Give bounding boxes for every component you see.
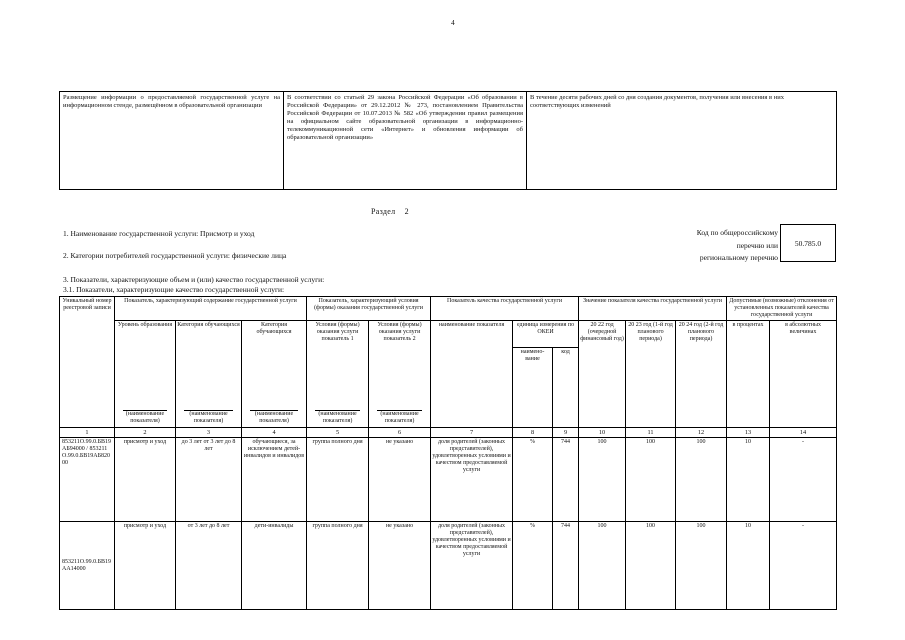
service-name: 1. Наименование государственной услуги: Присмотр и уход [63, 229, 255, 238]
value-2022: 100 [579, 522, 626, 610]
indicator-name: доля родителей (законных представителей), удовлетворенных условиями и качеством предоставляемой услуги [431, 522, 513, 610]
header-category-1: Категория обучающихся (наименование показателя) [176, 321, 242, 428]
param-label: (наименование показателя) [309, 397, 366, 425]
deviation-absolute: - [770, 438, 837, 522]
param-label: (наименование показателя) [244, 397, 304, 425]
col-number: 1 [60, 428, 115, 438]
column-numbers-row [60, 428, 837, 438]
code-label-line: Код по общероссийскому [696, 228, 778, 237]
category-2: обучающиеся, за исключением детей-инвалидов и инвалидов [242, 438, 307, 522]
category-1: до 3 лет от 3 лет до 8 лет [176, 438, 242, 522]
col-number: 14 [770, 428, 837, 438]
form-1: группа полного дня [307, 438, 369, 522]
value-2024: 100 [676, 522, 727, 610]
info-content-cell: В соответствии со статьей 29 закона Российской Федерации «Об образовании в Российской Федерации» от 29.12.2012 № 273, постановлением Правительства Российской Федерации от 10.07.2013 № 582 «Об утверждении правил размещения на официальном сайте образовательной организации в информационно-телекоммуникационной сети «Интернет» и обновления информации об образовательной организации» [284, 92, 527, 190]
section-number: 2 [404, 207, 409, 216]
code-label-line: региональному перечню [699, 253, 778, 262]
unit-name: % [513, 438, 553, 522]
code-label-line: перечню или [736, 240, 778, 250]
col-number: 8 [513, 428, 553, 438]
header-unit: единица измерения по ОКЕИ [513, 321, 579, 348]
info-frequency-cell: В течение десяти рабочих дней со дня создания документов, получения или внесения в них соответствующих изменений [527, 92, 837, 190]
record-id: 853211О.99.0.БВ19АА14000 [60, 522, 115, 610]
header-quality: Показатель качества государственной услуги [431, 297, 579, 321]
deviation-percent: 10 [727, 522, 770, 610]
deviation-percent: 10 [727, 438, 770, 522]
col-number: 12 [676, 428, 727, 438]
header-values: Значение показателя качества государственной услуги [579, 297, 727, 321]
col-number: 2 [115, 428, 176, 438]
indicators-subtitle: 3.1. Показатели, характеризующие качество государственной услуги: [63, 285, 285, 294]
header-row [60, 297, 837, 321]
table-row [60, 92, 837, 190]
page-number: 4 [451, 18, 455, 27]
param-label: (наименование показателя) [178, 397, 239, 425]
col-number: 9 [553, 428, 579, 438]
header-unique-number: Уникальный номер реестровой записи [60, 297, 115, 428]
param-label: (наименование показателя) [117, 397, 173, 425]
value-2023: 100 [626, 522, 676, 610]
quality-indicators-table [59, 296, 837, 610]
col-number: 13 [727, 428, 770, 438]
value-2023: 100 [626, 438, 676, 522]
unit-code: 744 [553, 522, 579, 610]
header-percent: в процентах [727, 321, 770, 428]
form-2: не указано [369, 522, 431, 610]
header-unit-code: код [553, 348, 579, 428]
category-1: от 3 лет до 8 лет [176, 522, 242, 610]
record-id: 853211О.99.0.БВ19АБ94000 / 853211О.99.0.БВ19АБ82000 [60, 438, 115, 522]
code-value-box: 50.785.0 [780, 224, 836, 262]
header-form-2: Условия (формы) оказания услуги показатель 2 (наименование показателя) [369, 321, 431, 428]
col-number: 5 [307, 428, 369, 438]
header-conditions: Показатель, характеризующий условия (формы) оказания государственной услуги [307, 297, 431, 321]
category-2: дети-инвалиды [242, 522, 307, 610]
education-level: присмотр и уход [115, 438, 176, 522]
table-row [60, 438, 837, 522]
col-number: 6 [369, 428, 431, 438]
header-row [60, 321, 837, 348]
form-2: не указано [369, 438, 431, 522]
unit-code: 744 [553, 438, 579, 522]
col-number: 3 [176, 428, 242, 438]
value-2024: 100 [676, 438, 727, 522]
header-form-1: Условия (формы) оказания услуги показатель 1 (наименование показателя) [307, 321, 369, 428]
info-method-cell: Размещение информации о предоставляемой государственной услуге на информационном стенде, размещённом в образовательной организации [60, 92, 284, 190]
education-level: присмотр и уход [115, 522, 176, 610]
col-number: 10 [579, 428, 626, 438]
header-deviation: Допустимые (возможные) отклонения от установленных показателей качества государственной услуги [727, 297, 837, 321]
header-category-2: Категория обучающихся (наименование показателя) [242, 321, 307, 428]
header-absolute: в абсолютных величинах [770, 321, 837, 428]
info-methods-table [59, 91, 837, 190]
code-label [697, 227, 778, 265]
header-level: Уровень образования (наименование показателя) [115, 321, 176, 428]
param-label: (наименование показателя) [371, 397, 428, 425]
header-year-2023: 20 23 год (1-й год планового периода) [626, 321, 676, 428]
section-label: Раздел [371, 207, 396, 216]
deviation-absolute: - [770, 522, 837, 610]
unit-name: % [513, 522, 553, 610]
header-year-2022: 20 22 год (очередной финансовый год) [579, 321, 626, 428]
table-row [60, 522, 837, 610]
value-2022: 100 [579, 438, 626, 522]
form-1: группа полного дня [307, 522, 369, 610]
indicators-title: 3. Показатели, характеризующие объем и (или) качество государственной услуги: [63, 275, 325, 284]
col-number: 4 [242, 428, 307, 438]
section-title [371, 207, 409, 216]
indicator-name: доля родителей (законных представителей), удовлетворенных условиями и качеством предоставляемой услуги [431, 438, 513, 522]
consumer-category: 2. Категории потребителей государственной услуги: физические лица [63, 251, 287, 260]
header-year-2024: 20 24 год (2-й год планового периода) [676, 321, 727, 428]
header-unit-name: наимено-вание [513, 348, 553, 428]
col-number: 11 [626, 428, 676, 438]
header-content: Показатель, характеризующий содержание государственной услуги [115, 297, 307, 321]
col-number: 7 [431, 428, 513, 438]
header-indicator-name: наименование показателя [431, 321, 513, 428]
